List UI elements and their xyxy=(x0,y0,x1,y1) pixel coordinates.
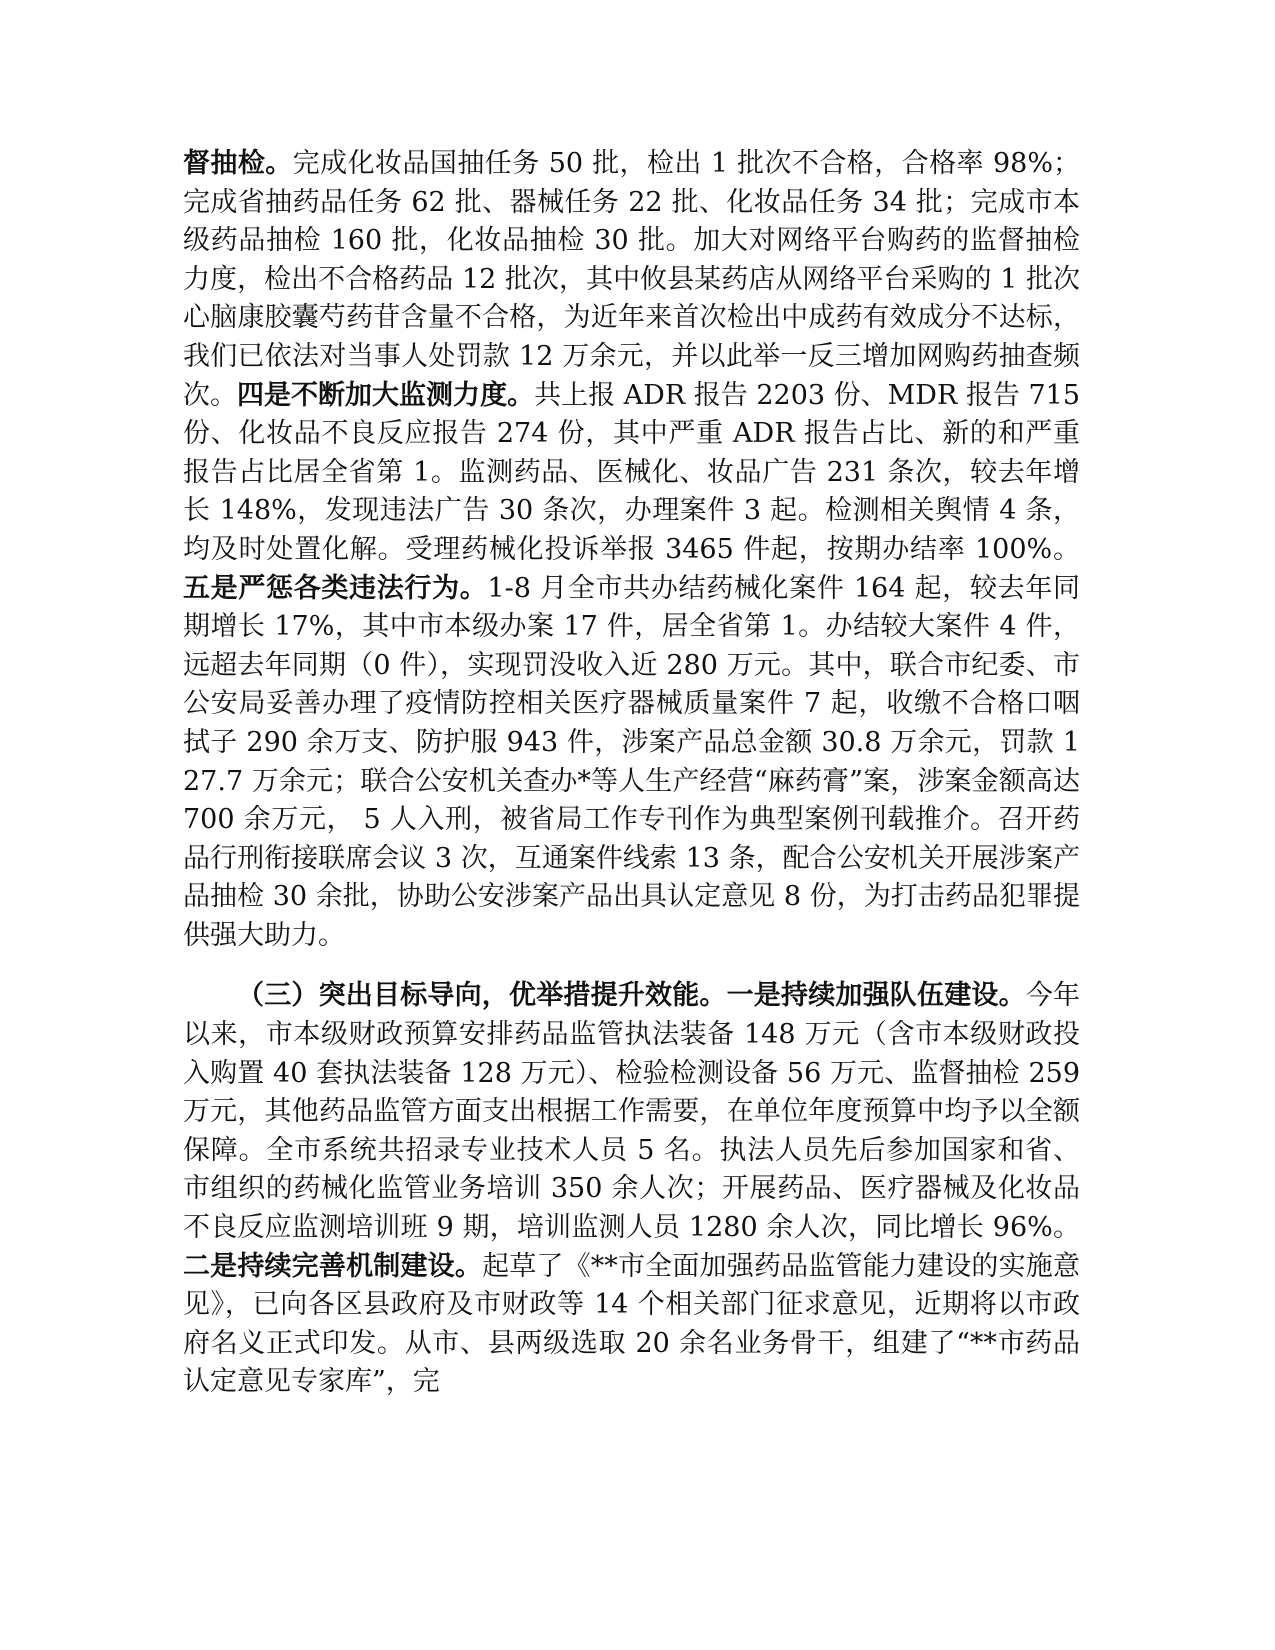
emphasis-heading: 督抽检。 xyxy=(183,148,293,179)
paragraph-text: 起草了《**市全面加强药品监管能力建设的实施意见》，已向各区县政府及市财政等 14 个相关部门征求意见，近期将以市政府名义正式印发。从市、县两级选取 20 余名业务骨干，组建了“**市药品认定意见专家库”，完 xyxy=(183,1250,1080,1398)
paragraph-text: 完成化妆品国抽任务 50 批，检出 1 批次不合格，合格率 98%；完成省抽药品任务 62 批、器械任务 22 批、化妆品任务 34 批；完成市本级药品抽检 160 批，化妆品抽检 30 批。加大对网络平台购药的监督抽检力度，检出不合格药品 12 批次，其中攸县某药店从网络平台采购的 1 批次心脑康胶囊芍药苷含量不合格，为近年来首次检出中成药有效成分不达标，我们已依法对当事人处罚款 12 万余元，并以此举一反三增加网购药抽查频次。 xyxy=(183,148,1080,411)
paragraph-text: 今年以来，市本级财政预算安排药品监管执法装备 148 万元（含市本级财政投入购置 40 套执法装备 128 万元）、检验检测设备 56 万元、监督抽检 259 万元，其他药品监管方面支出根据工作需要，在单位年度预算中均予以全额保障。全市系统共招录专业技术人员 5 名。执法人员先后参加国家和省、市组织的药械化监管业务培训 350 余人次；开展药品、医疗器械及化妆品不良反应监测培训班 9 期，培训监测人员 1280 余人次，同比增长 96%。 xyxy=(183,980,1081,1244)
emphasis-heading: 四是不断加大监测力度。 xyxy=(237,379,535,411)
emphasis-heading: 五是严惩各类违法行为。 xyxy=(183,572,488,604)
emphasis-heading: 二是持续完善机制建设。 xyxy=(183,1250,483,1282)
section-paragraph xyxy=(183,977,1080,1402)
paragraph-text: 1-8 月全市共办结药械化案件 164 起，较去年同期增长 17%，其中市本级办案 17 件，居全省第 1。办结较大案件 4 件，远超去年同期（0 件），实现罚没收入近 280 万元。其中，联合市纪委、市公安局妥善办理了疫情防控相关医疗器械质量案件 7 起，收缴不合格口咽拭子 290 余万支、防护服 943 件，涉案产品总金额 30.8 万余元，罚款 127.7 万余元；联合公安机关查办*等人生产经营“麻药膏”案，涉案金额高达 700 余万元， 5 人入刑，被省局工作专刊作为典型案例刊载推介。召开药品行刑衔接联席会议 3 次，互通案件线索 13 条，配合公安机关开展涉案产品抽检 30 余批，协助公安涉案产品出具认定意见 8 份，为打击药品犯罪提供强大助力。 xyxy=(183,572,1080,951)
section-heading: （三）突出目标导向，优举措提升效能。一是持续加强队伍建设。 xyxy=(237,980,1026,1012)
paragraph-text: 共上报 ADR 报告 2203 份、MDR 报告 715 份、化妆品不良反应报告 274 份，其中严重 ADR 报告占比、新的和严重报告占比居全省第 1。监测药品、医械化、妆品广告 231 条次，较去年增长 148%，发现违法广告 30 条次，办理案件 3 起。检测相关舆情 4 条，均及时处置化解。受理药械化投诉举报 3465 件起，按期办结率 100%。 xyxy=(183,379,1081,565)
document-page xyxy=(183,145,1080,1402)
body-paragraph xyxy=(183,145,1080,955)
